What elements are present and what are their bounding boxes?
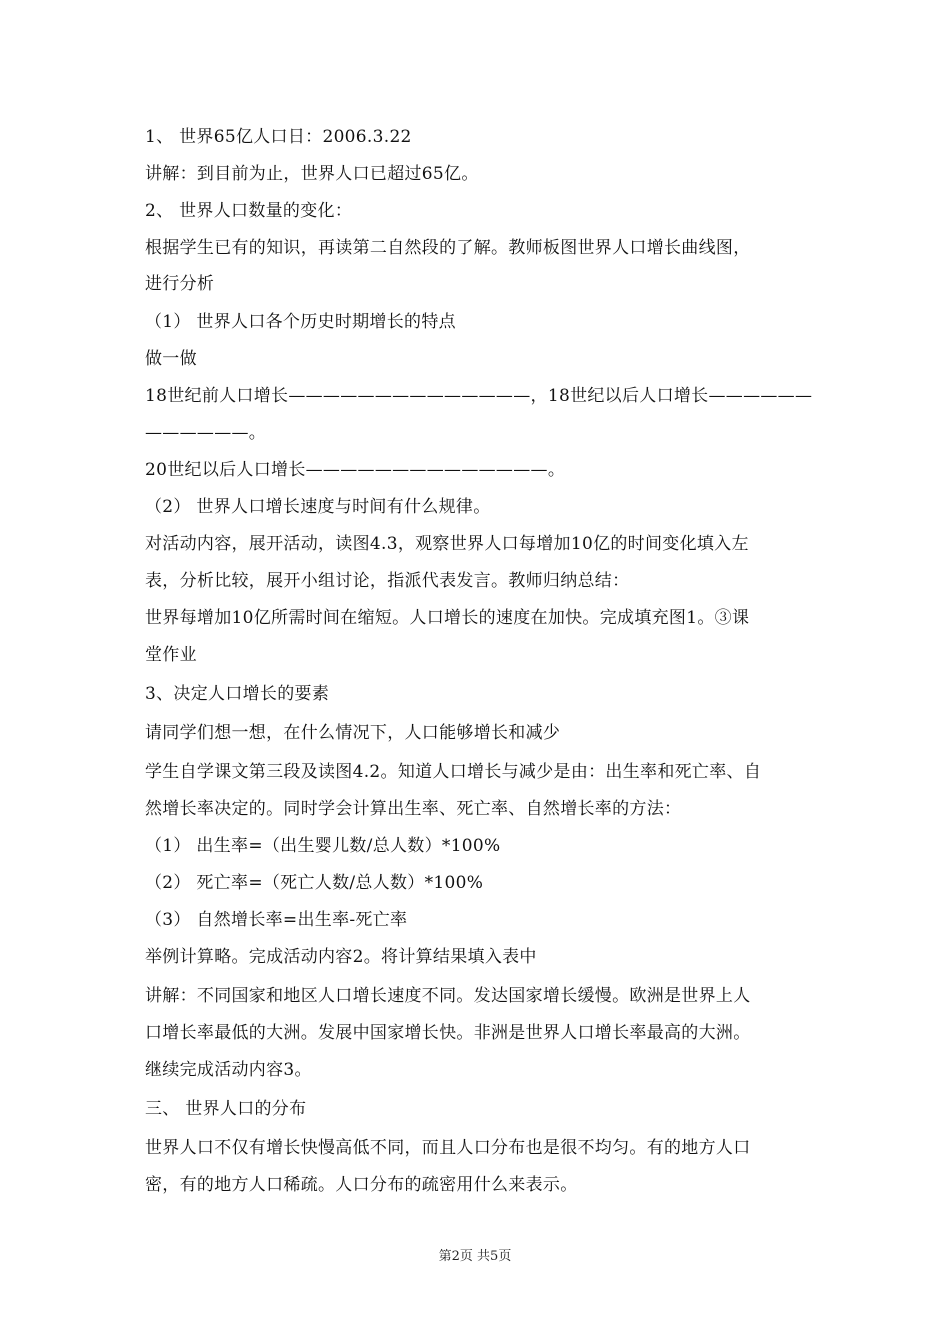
- paragraph-line: 世界人口不仅有增长快慢高低不同，而且人口分布也是很不均匀。有的地方人口: [145, 1138, 751, 1158]
- fill-blank-line: 20世纪以后人口增长——————————————。: [145, 460, 566, 480]
- paragraph-line: 讲解：不同国家和地区人口增长速度不同。发达国家增长缓慢。欧洲是世界上人: [145, 986, 751, 1006]
- paragraph-line: 密，有的地方人口稀疏。人口分布的疏密用什么来表示。: [145, 1175, 578, 1195]
- heading-growth-factors: 3、决定人口增长的要素: [145, 684, 330, 704]
- paragraph-line: 学生自学课文第三段及读图4.2。知道人口增长与减少是由：出生率和死亡率、自: [145, 762, 762, 782]
- paragraph-line: 进行分析: [145, 274, 215, 294]
- paragraph-line: 世界每增加10亿所需时间在缩短。人口增长的速度在加快。完成填充图1。③课: [145, 608, 750, 628]
- heading-population-day: 1、 世界65亿人口日：2006.3.22: [145, 127, 412, 147]
- list-item: （1） 世界人口各个历史时期增长的特点: [145, 312, 456, 332]
- list-item: （2） 世界人口增长速度与时间有什么规律。: [145, 497, 491, 517]
- formula-natural-growth-rate: （3） 自然增长率=出生率-死亡率: [145, 910, 408, 930]
- heading-population-distribution: 三、 世界人口的分布: [145, 1099, 307, 1119]
- page-footer: 第2页 共5页: [438, 1249, 512, 1264]
- paragraph-line: 根据学生已有的知识，再读第二自然段的了解。教师板图世界人口增长曲线图，: [145, 238, 751, 258]
- paragraph-line: 堂作业: [145, 645, 197, 665]
- fill-blank-line: ——————。: [145, 423, 267, 443]
- paragraph-line: 请同学们想一想，在什么情况下，人口能够增长和减少: [145, 723, 561, 743]
- formula-death-rate: （2） 死亡率=（死亡人数/总人数）*100%: [145, 873, 484, 893]
- formula-birth-rate: （1） 出生率=（出生婴儿数/总人数）*100%: [145, 836, 501, 856]
- paragraph-line: 表，分析比较，展开小组讨论，指派代表发言。教师归纳总结：: [145, 571, 630, 591]
- paragraph-line: 做一做: [145, 349, 197, 369]
- heading-population-change: 2、 世界人口数量的变化：: [145, 201, 353, 221]
- paragraph-line: 口增长率最低的大洲。发展中国家增长快。非洲是世界人口增长率最高的大洲。: [145, 1023, 751, 1043]
- paragraph-line: 讲解：到目前为止，世界人口已超过65亿。: [145, 164, 479, 184]
- paragraph-line: 举例计算略。完成活动内容2。将计算结果填入表中: [145, 947, 537, 967]
- paragraph-line: 对活动内容，展开活动，读图4.3，观察世界人口每增加10亿的时间变化填入左: [145, 534, 749, 554]
- paragraph-line: 然增长率决定的。同时学会计算出生率、死亡率、自然增长率的方法：: [145, 799, 682, 819]
- paragraph-line: 继续完成活动内容3。: [145, 1060, 312, 1080]
- fill-blank-line: 18世纪前人口增长——————————————，18世纪以后人口增长——————: [145, 386, 813, 406]
